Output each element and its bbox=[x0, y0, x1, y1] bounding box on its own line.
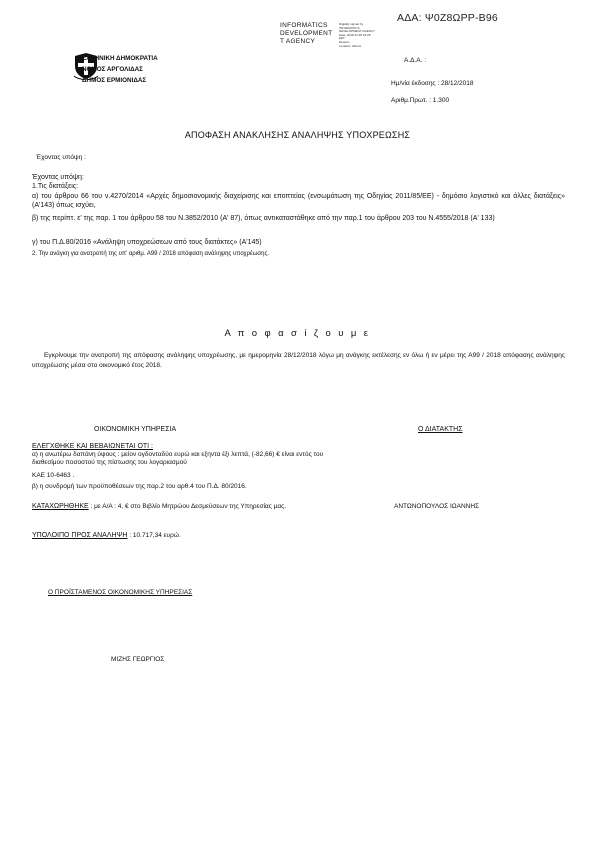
registered-line bbox=[32, 502, 362, 511]
having-considered-1: Έχοντας υπόψη : bbox=[36, 154, 86, 161]
provisions-heading: 1.Τις διατάξεις: bbox=[32, 183, 79, 190]
remaining-label: ΥΠΟΛΟΙΠΟ ΠΡΟΣ ΑΝΑΛΗΨΗ bbox=[32, 532, 128, 539]
decision-text: Εγκρίνουμε την ανατροπή της απόφασης ανάληψης υποχρέωσης, με ημερομηνία 28/12/2018 λόγω μη ανάγκης εκτέλεσης εν όλω ή εν μέρει της Α99 / 2018 απόφασης ανάληψης υποχρέωσης μέσα στο οικονομικό έτος 2018. bbox=[32, 352, 565, 370]
remaining-line bbox=[32, 531, 181, 540]
distributor-name: ΑΝΤΩΝΟΠΟΥΛΟΣ ΙΩΑΝΝΗΣ bbox=[394, 503, 480, 510]
org-prefecture: ΝΟΜΟΣ ΑΡΓΟΛΙΔΑΣ bbox=[82, 66, 143, 73]
document-title: ΑΠΟΦΑΣΗ ΑΝΑΚΛΗΣΗΣ ΑΝΑΛΗΨΗΣ ΥΠΟΧΡΕΩΣΗΣ bbox=[184, 130, 411, 140]
decision-heading: Α π ο φ α σ ί ζ ο υ μ ε bbox=[224, 328, 371, 339]
having-considered-2: Έχοντας υπόψη: bbox=[32, 174, 84, 181]
org-country: ΕΛΛΗΝΙΚΗ ΔΗΜΟΚΡΑΤΙΑ bbox=[82, 55, 158, 62]
distributor-label: Ο ΔΙΑΤΑΚΤΗΣ bbox=[418, 426, 463, 433]
remaining-value: : 10.717,34 ευρώ. bbox=[129, 532, 181, 539]
financial-service-label: ΟΙΚΟΝΟΜΙΚΗ ΥΠΗΡΕΣΙΑ bbox=[94, 426, 177, 433]
ada-code: ΑΔΑ: Ψ0Ζ8ΩΡΡ-Β96 bbox=[397, 12, 498, 24]
issue-date: Ημ/νία έκδοσης : 28/12/2018 bbox=[391, 80, 474, 87]
point-2: 2. Την ανάγκη για ανατροπή της υπ' αριθμ. Α99 / 2018 απόφαση ανάληψης υποχρέωσης. bbox=[32, 251, 270, 257]
registered-label: ΚΑΤΑΧΩΡΗΘΗΚΕ bbox=[32, 503, 89, 510]
kae-code: ΚΑΕ 10-6463 . bbox=[32, 472, 75, 479]
signature-stamp-details: Digitally signed by INFORMATICS DEVELOPMENT AGENCY Date: 2018.12.28 19:28 EET Reason: Location: Athens bbox=[339, 22, 375, 48]
provision-a: α) του άρθρου 66 του ν.4270/2014 «Αρχές δημοσιονομικής διαχείρισης και εποπτείας (ενσωμάτωση της Οδηγίας 2011/85/ΕΕ) - δημόσιο λογιστικό και άλλες διατάξεις» (Α'143) όπως ισχύει, bbox=[32, 193, 565, 210]
ada-label: Α.Δ.Α. : bbox=[404, 57, 427, 64]
provision-b: β) της περίπτ. ε' της παρ. 1 του άρθρου 58 του Ν.3852/2010 (Α' 87), όπως αντικαταστάθηκε από την παρ.1 του άρθρου 203 του Ν.4555/2018 (Α' 133) bbox=[32, 215, 495, 222]
protocol-number: Αριθμ.Πρωτ. : 1.300 bbox=[391, 97, 450, 104]
org-municipality: ΔΗΜΟΣ ΕΡΜΙΟΝΙΔΑΣ bbox=[82, 77, 147, 84]
signature-stamp-agency: INFORMATICS DEVELOPMENT T AGENCY bbox=[280, 22, 333, 45]
checked-item-a: α) η ανωτέρω δαπάνη ύψους : μείον ογδονταδύο ευρώ και εξηντα έξι λεπτά, (-82,66) € είναι εντός του διαθεσίμου ποσοστού της πίστωσης του λογαριασμού bbox=[32, 451, 324, 467]
organization-header bbox=[56, 53, 158, 86]
registered-text: : με Α/Α : 4, € στο Βιβλίο Μητρώου Δεσμεύσεων της Υπηρεσίας μας. bbox=[90, 503, 287, 510]
head-financial-service-label: Ο ΠΡΟΪΣΤΑΜΕΝΟΣ ΟΙΚΟΝΟΜΙΚΗΣ ΥΠΗΡΕΣΙΑΣ bbox=[48, 589, 193, 596]
checked-heading: ΕΛΕΓΧΘΗΚΕ ΚΑΙ ΒΕΒΑΙΩΝΕΤΑΙ ΟΤΙ : bbox=[32, 443, 153, 450]
checked-item-b: β) η συνδρομή των προϋποθέσεων της παρ.2 του αρθ.4 του Π.Δ. 80/2016. bbox=[32, 483, 247, 490]
head-financial-service-name: ΜΙΖΗΣ ΓΕΩΡΓΙΟΣ bbox=[111, 656, 165, 663]
digital-signature-stamp bbox=[280, 22, 390, 48]
provision-g: γ) του Π.Δ.80/2016 «Ανάληψη υποχρεώσεων από τους διατάκτες» (Α'145) bbox=[32, 239, 262, 246]
